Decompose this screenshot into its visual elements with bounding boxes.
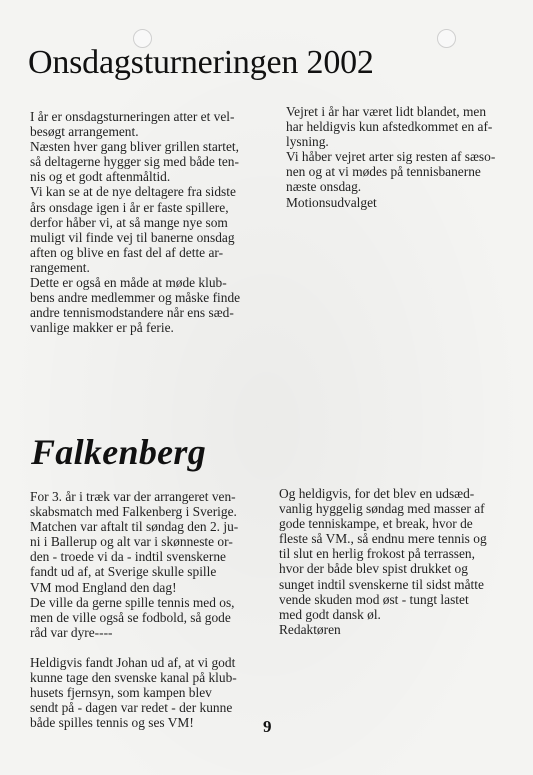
text-line: ni i Ballerup og alt var i skønneste or-: [30, 534, 233, 550]
text-line: vanlig hyggelig søndag med masser af: [279, 501, 485, 517]
text-line: De ville da gerne spille tennis med os,: [30, 594, 235, 610]
text-line: husets fjernsyn, som kampen blev: [30, 685, 212, 701]
text-line: vende skuden mod øst - tungt lastet: [279, 591, 469, 607]
text-line: For 3. år i træk var der arrangeret ven-: [30, 489, 236, 504]
text-line: gode tenniskampe, et break, hvor de: [279, 516, 473, 532]
text-line: råd var dyre----: [30, 624, 113, 640]
text-line: I år er onsdagsturneringen atter et vel-: [30, 109, 235, 124]
section-title-falkenberg: Falkenberg: [31, 432, 207, 472]
text-line: Heldigvis fandt Johan ud af, at vi godt: [30, 654, 236, 670]
text-line: rangement.: [30, 259, 90, 275]
text-line: års onsdage igen i år er faste spillere,: [30, 199, 229, 215]
paragraph-gap: [30, 640, 262, 655]
text-line: aften og blive en fast del af dette ar-: [30, 244, 224, 260]
text-line: Vi håber vejret arter sig resten af sæso-: [286, 149, 496, 165]
text-line: sendt på - dagen var redet - der kunne: [30, 700, 233, 716]
section-title-onsdagsturneringen: Onsdagsturneringen 2002: [28, 44, 374, 81]
text-line: men de ville også se fodbold, så gode: [30, 609, 231, 625]
section1-left-column: [30, 109, 263, 335]
text-line: har heldigvis kun afstedkommet en af-: [286, 119, 493, 135]
page-number: 9: [263, 717, 272, 736]
text-line: næste onsdag.: [286, 179, 362, 195]
signature-redaktoren: Redaktøren: [279, 621, 341, 637]
text-line: nis og et godt aftenmåltid.: [30, 169, 171, 185]
text-line: Matchen var aftalt til søndag den 2. ju-: [30, 519, 239, 535]
text-line: andre tennismodstandere når ens sæd-: [30, 305, 234, 321]
text-line: lysning.: [286, 134, 329, 150]
text-line: Vi kan se at de nye deltagere fra sidste: [30, 184, 236, 200]
text-line: besøgt arrangement.: [30, 124, 139, 140]
text-line: VM mod England den dag!: [30, 579, 177, 595]
text-line: nen og at vi mødes på tennisbanerne: [286, 164, 481, 180]
text-line: bens andre medlemmer og måske finde: [30, 290, 241, 306]
text-line: Dette er også en måde at møde klub-: [30, 275, 227, 291]
text-line: Næsten hver gang bliver grillen startet,: [30, 139, 239, 155]
punch-hole-right: [437, 29, 456, 48]
text-line: så deltagerne hygger sig med både ten-: [30, 154, 239, 170]
text-line: både spilles tennis og ses VM!: [30, 715, 194, 731]
text-line: den - troede vi da - indtil svenskerne: [30, 549, 226, 565]
text-line: hvor der både blev spist drukket og: [279, 561, 468, 577]
signature-motionsudvalget: Motionsudvalget: [286, 194, 377, 210]
text-line: Vejret i år har været lidt blandet, men: [286, 104, 487, 119]
section2-left-column: [30, 489, 262, 730]
text-line: Og heldigvis, for det blev en udsæd-: [279, 486, 475, 501]
text-line: kunne tage den svenske kanal på klub-: [30, 670, 237, 686]
section1-right-column: [286, 104, 516, 210]
text-line: skabsmatch med Falkenberg i Sverige.: [30, 504, 237, 520]
text-line: vanlige makker er på ferie.: [30, 320, 174, 336]
section2-right-column: [279, 486, 510, 637]
text-line: derfor håber vi, at så mange nye som: [30, 214, 228, 230]
text-line: sunget indtil svenskerne til sidst måtte: [279, 576, 484, 592]
text-line: muligt vil finde vej til banerne onsdag: [30, 229, 235, 245]
text-line: fleste så VM., så endnu mere tennis og: [279, 531, 487, 547]
text-line: til slut en herlig frokost på terrassen,: [279, 546, 475, 562]
text-line: fandt ud af, at Sverige skulle spille: [30, 564, 217, 580]
text-line: med godt dansk øl.: [279, 606, 381, 622]
